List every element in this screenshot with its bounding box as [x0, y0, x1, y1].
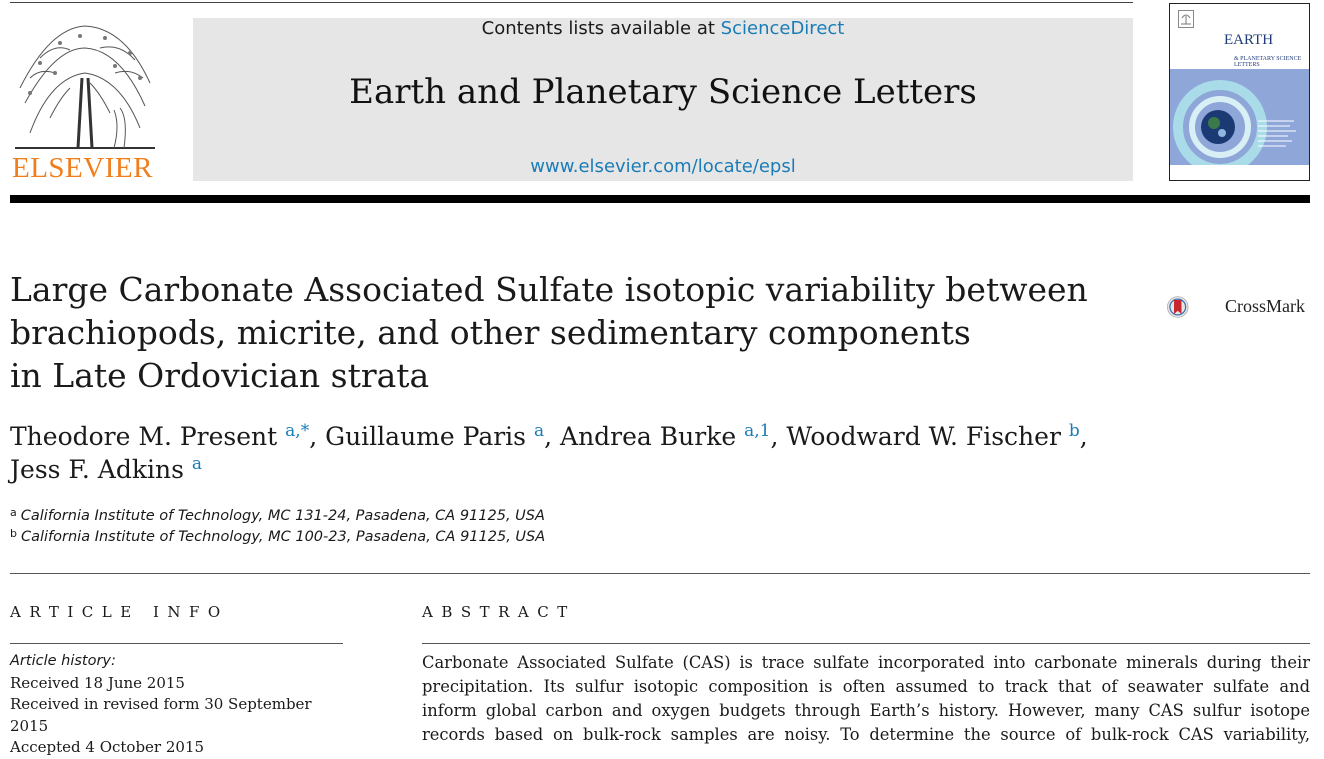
masthead-thick-rule	[10, 195, 1310, 203]
author-name[interactable]: Woodward W. Fischer	[786, 422, 1061, 451]
abstract-heading: ABSTRACT	[422, 603, 576, 621]
author-affil-mark[interactable]: a	[191, 454, 202, 474]
author-list	[10, 420, 1110, 486]
crossmark-label[interactable]: CrossMark	[1225, 296, 1305, 316]
author-separator: ,	[1079, 422, 1088, 451]
author-separator: ,	[544, 422, 561, 451]
sciencedirect-link[interactable]: ScienceDirect	[720, 18, 845, 39]
contents-available-line	[193, 18, 1133, 39]
cover-subtitle: & PLANETARY SCIENCE LETTERS	[1234, 56, 1302, 68]
affiliation-key: a	[10, 506, 17, 519]
history-line: Accepted 4 October 2015	[10, 738, 205, 756]
affiliation	[10, 527, 545, 548]
history-line: Received in revised form 30 September	[10, 695, 312, 713]
author[interactable]	[10, 422, 309, 451]
author[interactable]	[560, 422, 770, 451]
title-line: in Late Ordovician strata	[10, 356, 430, 395]
title-line: Large Carbonate Associated Sulfate isotopic variability between	[10, 270, 1088, 309]
abstract-line: inform global carbon and oxygen budgets through Earth’s history. However, many CAS sulfur isotope	[422, 701, 1310, 720]
author-separator: ,	[309, 422, 326, 451]
author[interactable]	[325, 422, 544, 451]
abstract-rule	[422, 643, 1310, 644]
journal-cover-thumbnail[interactable]	[1169, 3, 1310, 181]
author[interactable]	[10, 455, 202, 484]
contents-prefix: Contents lists available at	[481, 18, 721, 39]
abstract-line: precipitation. Its sulfur isotopic composition is often assumed to track that of seawater sulfate and	[422, 677, 1310, 696]
author-separator: ,	[770, 422, 787, 451]
abstract-body	[422, 651, 1310, 747]
cover-globe-icon	[1170, 69, 1309, 165]
title-line: brachiopods, micrite, and other sedimentary components	[10, 313, 971, 352]
journal-title: Earth and Planetary Science Letters	[349, 72, 977, 112]
affiliation	[10, 506, 545, 527]
author-affil-mark[interactable]: a	[533, 421, 545, 441]
author[interactable]	[786, 422, 1079, 451]
author-affil-mark[interactable]: b	[1068, 421, 1080, 441]
author-name[interactable]: Theodore M. Present	[10, 422, 278, 451]
affiliation-text: California Institute of Technology, MC 131-24, Pasadena, CA 91125, USA	[20, 508, 545, 524]
top-rule	[10, 2, 1133, 3]
journal-url-link[interactable]: www.elsevier.com/locate/epsl	[530, 156, 796, 177]
abstract-line: records based on bulk-rock samples are noisy. To determine the source of bulk-rock CAS variability,	[422, 725, 1310, 744]
article-history	[10, 651, 343, 759]
article-info-rule	[10, 643, 343, 644]
article-title	[10, 268, 1088, 397]
section-divider	[10, 573, 1310, 574]
history-line: Received 18 June 2015	[10, 673, 185, 692]
crossmark-badge[interactable]	[1167, 281, 1227, 333]
author-name[interactable]: Guillaume Paris	[325, 422, 527, 451]
author-affil-mark[interactable]: a,1	[744, 421, 771, 441]
history-label: Article history:	[10, 653, 116, 669]
author-affil-mark[interactable]: a,*	[285, 421, 310, 441]
abstract-line: Carbonate Associated Sulfate (CAS) is trace sulfate incorporated into carbonate minerals during their	[422, 653, 1310, 672]
publisher-name: ELSEVIER	[12, 152, 153, 184]
article-info-heading: ARTICLE INFO	[10, 603, 229, 621]
elsevier-mini-logo-icon	[1178, 10, 1194, 28]
history-line: 2015	[10, 716, 49, 735]
author-name[interactable]: Andrea Burke	[560, 422, 737, 451]
cover-title: EARTH	[1224, 32, 1274, 48]
affiliations	[10, 506, 545, 548]
affiliation-key: b	[10, 527, 17, 540]
affiliation-text: California Institute of Technology, MC 100-23, Pasadena, CA 91125, USA	[20, 529, 546, 545]
author-name[interactable]: Jess F. Adkins	[10, 455, 184, 484]
